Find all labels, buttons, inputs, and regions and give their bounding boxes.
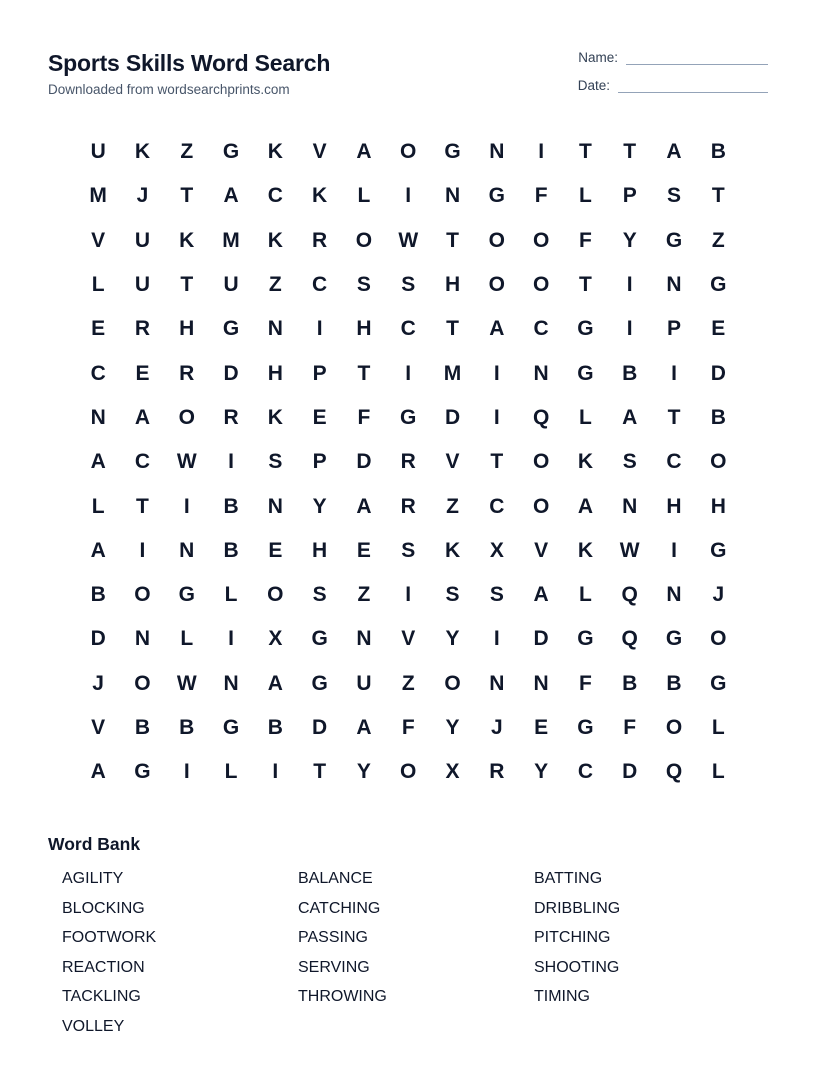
grid-cell: I [493, 405, 500, 429]
grid-cell: I [626, 273, 633, 297]
grid-cell: Q [665, 760, 683, 784]
grid-cell: E [356, 538, 371, 562]
grid-cell: N [489, 140, 505, 164]
grid-cell: I [228, 627, 234, 651]
grid-cell: F [623, 716, 637, 739]
grid-cell: D [444, 405, 461, 429]
grid-cell: F [579, 228, 592, 252]
grid-cell: I [139, 538, 146, 562]
grid-cell: G [710, 538, 727, 562]
grid-cell: D [90, 627, 106, 651]
grid-cell: U [356, 671, 372, 695]
grid-cell: O [488, 273, 505, 297]
grid-cell: R [134, 317, 151, 341]
grid-cell: R [312, 228, 328, 252]
grid-cell: X [489, 538, 504, 562]
word-bank-item: CATCHING [298, 899, 381, 917]
grid-cell: E [91, 317, 106, 341]
grid-cell: B [710, 405, 726, 429]
grid-cell: L [579, 184, 592, 208]
grid-cell: V [445, 450, 460, 474]
word-bank-item: DRIBBLING [534, 899, 621, 917]
grid-cell: W [619, 538, 640, 562]
grid-cell: U [134, 273, 151, 297]
grid-cell: B [710, 140, 726, 164]
grid-cell: H [444, 273, 461, 297]
grid-cell: Z [446, 494, 459, 518]
grid-cell: T [180, 273, 194, 297]
grid-cell: L [91, 494, 105, 518]
grid-cell: Q [621, 627, 638, 651]
grid-cell: M [89, 184, 107, 208]
grid-cell: P [622, 184, 637, 208]
word-bank-item: BALANCE [298, 870, 373, 887]
grid-cell: G [134, 760, 151, 784]
grid-cell: C [267, 184, 283, 208]
grid-cell: G [577, 361, 594, 385]
word-bank-title: Word Bank [48, 834, 141, 854]
grid-cell: Y [445, 716, 460, 739]
grid-cell: G [577, 317, 594, 341]
grid-cell: E [268, 538, 283, 562]
grid-cell: G [178, 583, 195, 607]
grid-cell: N [533, 671, 549, 695]
word-bank-item: TACKLING [62, 988, 141, 1006]
grid-cell: O [355, 228, 373, 252]
grid-cell: L [711, 716, 725, 739]
grid-cell: H [710, 494, 726, 518]
grid-cell: R [223, 405, 239, 429]
grid-cell: N [179, 538, 195, 562]
grid-cell: I [405, 583, 412, 607]
grid-cell: Y [445, 627, 460, 651]
grid-cell: I [228, 450, 234, 474]
grid-cell: T [490, 450, 504, 474]
grid-cell: A [267, 671, 283, 695]
word-bank-item: FOOTWORK [62, 929, 157, 947]
grid-cell: B [223, 538, 239, 562]
grid-cell: S [622, 450, 637, 474]
grid-cell: P [312, 450, 327, 474]
name-line [626, 52, 768, 65]
grid-cell: Y [622, 228, 637, 252]
grid-cell: U [134, 228, 151, 252]
grid-cell: V [534, 538, 549, 562]
word-bank-item: AGILITY [62, 870, 124, 887]
grid-cell: S [667, 184, 682, 208]
grid-cell: O [532, 228, 550, 252]
grid-cell: C [577, 760, 593, 784]
grid-cell: O [444, 671, 461, 695]
grid-cell: I [405, 361, 412, 385]
grid-cell: S [312, 583, 327, 607]
grid-cell: U [90, 140, 106, 164]
grid-cell: S [401, 538, 416, 562]
grid-cell: T [667, 405, 681, 429]
grid-cell: A [489, 317, 505, 341]
grid-cell: A [90, 538, 106, 562]
grid-cell: T [623, 140, 637, 164]
grid-cell: G [710, 671, 727, 695]
grid-cell: U [223, 273, 239, 297]
grid-cell: Z [401, 671, 415, 695]
grid-cell: V [91, 228, 106, 252]
grid-cell: R [400, 494, 416, 518]
grid-cell: O [400, 760, 417, 784]
grid-cell: K [577, 538, 593, 562]
grid-cell: Q [532, 405, 550, 429]
grid-cell: A [666, 140, 682, 164]
word-bank-item: VOLLEY [62, 1017, 125, 1035]
grid-cell: T [446, 317, 459, 341]
grid-cell: K [444, 538, 461, 562]
grid-cell: I [671, 538, 677, 562]
grid-cell: N [90, 405, 106, 429]
grid-cell: K [267, 140, 283, 164]
grid-cell: K [577, 450, 593, 474]
grid-cell: L [180, 627, 194, 651]
grid-cell: O [400, 140, 417, 164]
grid-cell: L [224, 760, 238, 784]
grid-cell: R [179, 361, 195, 385]
grid-cell: G [222, 716, 240, 739]
grid-cell: F [357, 405, 371, 429]
grid-cell: P [667, 317, 682, 341]
grid-cell: T [180, 184, 194, 208]
grid-cell: W [176, 450, 197, 474]
grid-cell: I [183, 760, 190, 784]
grid-cell: N [533, 361, 549, 385]
grid-cell: O [532, 273, 550, 297]
grid-cell: I [183, 494, 190, 518]
grid-cell: C [666, 450, 682, 474]
grid-cell: N [356, 627, 372, 651]
grid-cell: G [710, 273, 727, 297]
grid-cell: I [493, 361, 500, 385]
word-bank-item: PASSING [298, 929, 368, 947]
grid-cell: S [268, 450, 283, 474]
grid-cell: A [356, 494, 372, 518]
grid-cell: T [313, 760, 327, 784]
word-bank-item: SERVING [298, 958, 370, 976]
grid-cell: O [710, 627, 727, 651]
grid-cell: A [356, 716, 372, 739]
grid-cell: J [712, 583, 725, 607]
grid-cell: L [357, 184, 371, 208]
grid-cell: P [312, 361, 327, 385]
grid-cell: N [489, 671, 505, 695]
grid-cell: T [446, 228, 459, 252]
grid-cell: J [490, 716, 503, 739]
grid-cell: G [222, 317, 240, 341]
grid-cell: G [400, 405, 417, 429]
grid-cell: N [622, 494, 638, 518]
grid-cell: N [444, 184, 461, 208]
grid-cell: F [534, 184, 548, 208]
grid-cell: M [222, 228, 240, 252]
grid-cell: E [312, 405, 327, 429]
grid-cell: N [666, 273, 682, 297]
grid-cell: H [356, 317, 372, 341]
grid-cell: O [665, 716, 683, 739]
grid-cell: V [312, 140, 327, 164]
grid-cell: S [401, 273, 416, 297]
grid-cell: O [267, 583, 284, 607]
grid-cell: Z [180, 140, 194, 164]
grid-cell: K [134, 140, 151, 164]
word-bank-item: BLOCKING [62, 899, 145, 917]
grid-cell: W [398, 228, 419, 252]
grid-cell: B [622, 671, 638, 695]
grid-cell: E [711, 317, 726, 341]
grid-cell: I [316, 317, 323, 341]
grid-cell: N [267, 317, 283, 341]
source-subtitle: Downloaded from wordsearchprints.com [48, 82, 290, 97]
grid-cell: B [267, 716, 283, 739]
grid-cell: N [267, 494, 283, 518]
grid-cell: L [579, 405, 592, 429]
name-field [578, 50, 768, 65]
grid-cell: C [533, 317, 549, 341]
grid-cell: C [400, 317, 416, 341]
grid-cell: A [356, 140, 372, 164]
grid-cell: Y [534, 760, 549, 784]
grid-cell: A [90, 760, 106, 784]
grid-cell: O [532, 494, 550, 518]
grid-cell: O [488, 228, 505, 252]
grid-cell: T [579, 140, 592, 164]
grid-cell: E [135, 361, 150, 385]
grid-cell: T [136, 494, 149, 518]
grid-cell: Z [357, 583, 371, 607]
grid-cell: T [357, 361, 371, 385]
grid-cell: B [179, 716, 195, 739]
grid-cell: A [223, 184, 239, 208]
grid-cell: B [666, 671, 682, 695]
grid-cell: O [178, 405, 195, 429]
grid-cell: K [179, 228, 195, 252]
grid-cell: S [356, 273, 371, 297]
grid-cell: H [179, 317, 195, 341]
grid-cell: D [312, 716, 328, 739]
word-bank-item: THROWING [298, 988, 387, 1006]
grid-cell: G [488, 184, 505, 208]
word-bank-item: PITCHING [534, 929, 611, 947]
grid-cell: G [577, 627, 594, 651]
grid-cell: L [579, 583, 592, 607]
grid-cell: J [92, 671, 104, 695]
grid-cell: F [401, 716, 415, 739]
grid-cell: D [356, 450, 372, 474]
grid-cell: T [711, 184, 725, 208]
grid-cell: N [134, 627, 151, 651]
grid-cell: A [622, 405, 638, 429]
grid-cell: I [272, 760, 279, 784]
grid-cell: K [267, 405, 283, 429]
word-bank-item: REACTION [62, 958, 145, 976]
grid-cell: A [533, 583, 549, 607]
grid-cell: N [223, 671, 239, 695]
grid-cell: W [176, 671, 197, 695]
grid-cell: Y [312, 494, 327, 518]
grid-cell: I [405, 184, 412, 208]
grid-cell: O [532, 450, 550, 474]
grid-cell: B [223, 494, 239, 518]
grid-cell: S [489, 583, 504, 607]
grid-cell: Z [268, 273, 282, 297]
grid-cell: V [401, 627, 416, 651]
word-bank-item: TIMING [534, 988, 590, 1006]
letter-grid [76, 130, 740, 794]
grid-cell: H [267, 361, 283, 385]
grid-cell: B [90, 583, 106, 607]
grid-cell: K [267, 228, 283, 252]
grid-cell: D [223, 361, 239, 385]
date-line [618, 80, 768, 93]
grid-cell: Z [711, 228, 725, 252]
grid-cell: N [666, 583, 682, 607]
grid-cell: D [533, 627, 549, 651]
date-field [578, 78, 768, 93]
grid-cell: G [311, 627, 328, 651]
grid-cell: Y [356, 760, 371, 784]
grid-cell: L [91, 273, 105, 297]
grid-cell: R [400, 450, 416, 474]
grid-cell: V [91, 716, 106, 739]
grid-cell: A [90, 450, 106, 474]
word-bank-item: BATTING [534, 870, 603, 887]
grid-cell: D [710, 361, 726, 385]
grid-cell: M [443, 361, 462, 385]
grid-cell: G [444, 140, 461, 164]
grid-cell: I [626, 317, 633, 341]
grid-cell: C [312, 273, 328, 297]
grid-cell: J [136, 184, 149, 208]
grid-cell: D [622, 760, 638, 784]
grid-cell: G [665, 228, 683, 252]
grid-cell: E [534, 716, 549, 739]
grid-cell: X [445, 760, 460, 784]
grid-cell: I [671, 361, 677, 385]
grid-cell: G [311, 671, 328, 695]
grid-cell: I [538, 140, 545, 164]
grid-cell: B [134, 716, 151, 739]
grid-cell: A [577, 494, 593, 518]
word-bank [62, 868, 770, 1046]
grid-cell: R [489, 760, 505, 784]
grid-cell: C [90, 361, 106, 385]
grid-cell: C [489, 494, 505, 518]
grid-cell: S [445, 583, 460, 607]
name-label: Name: [578, 50, 618, 65]
grid-cell: Q [621, 583, 638, 607]
grid-cell: O [710, 450, 727, 474]
grid-cell: I [493, 627, 500, 651]
page-title: Sports Skills Word Search [48, 50, 331, 76]
grid-cell: H [666, 494, 682, 518]
grid-cell: B [622, 361, 638, 385]
grid-cell: X [268, 627, 283, 651]
grid-cell: O [134, 671, 151, 695]
grid-cell: F [579, 671, 592, 695]
grid-cell: L [711, 760, 725, 784]
word-bank-item: SHOOTING [534, 958, 620, 976]
grid-cell: T [579, 273, 592, 297]
grid-cell: A [134, 405, 151, 429]
grid-cell: O [134, 583, 151, 607]
grid-cell: H [312, 538, 328, 562]
grid-cell: K [312, 184, 328, 208]
grid-cell: C [134, 450, 151, 474]
grid-cell: L [224, 583, 238, 607]
grid-cell: G [222, 140, 240, 164]
grid-cell: G [577, 716, 594, 739]
grid-cell: G [665, 627, 683, 651]
date-label: Date: [577, 78, 610, 93]
